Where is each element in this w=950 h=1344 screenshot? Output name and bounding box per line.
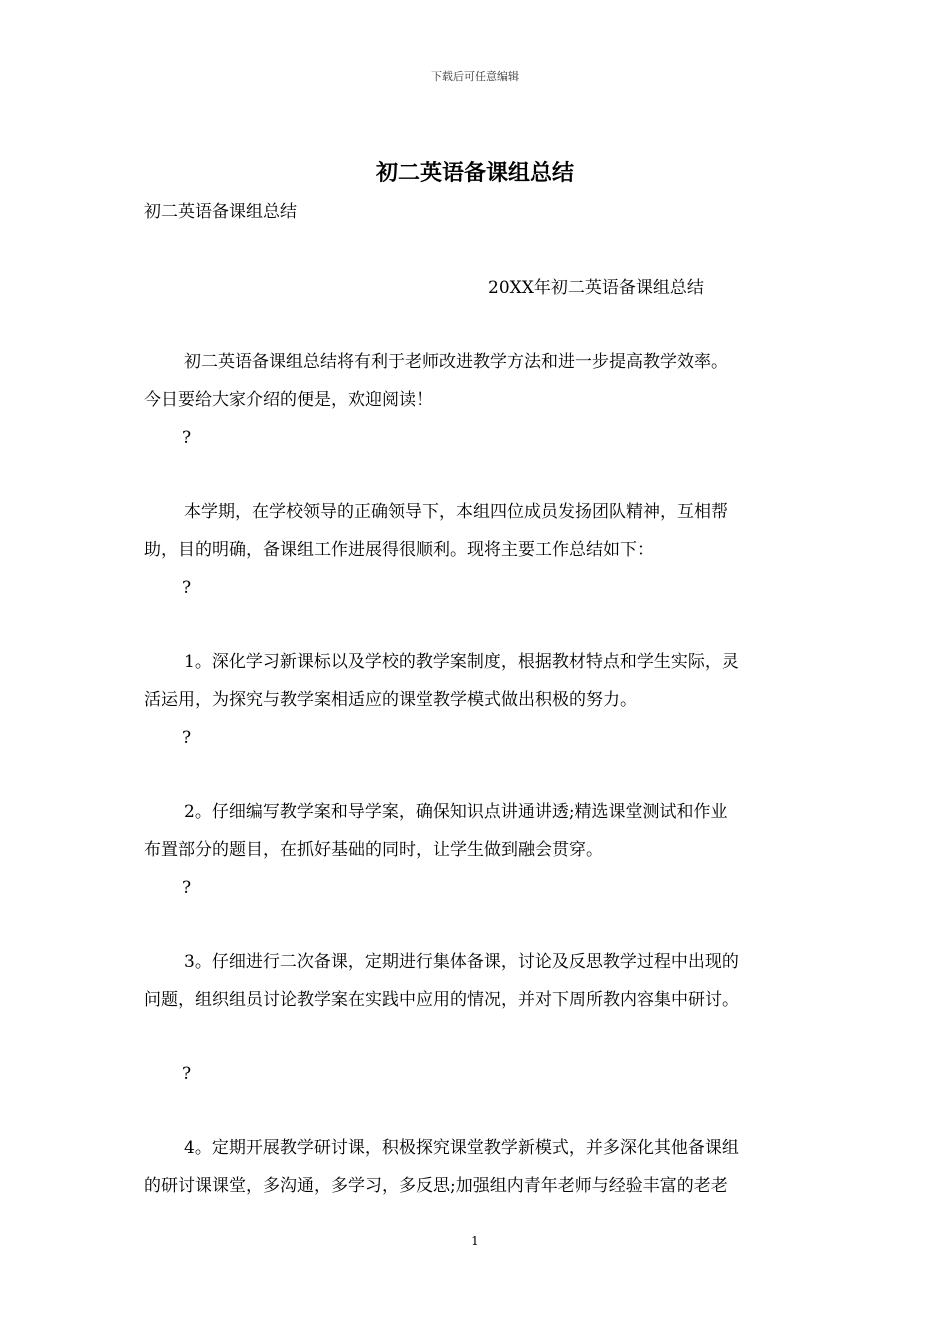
- paragraph-line: 2。仔细编写教学案和导学案，确保知识点讲通讲透;精选课堂测试和作业: [184, 802, 728, 822]
- header-note: 下载后可任意编辑: [431, 70, 519, 83]
- paragraph-marker: ?: [182, 728, 192, 748]
- paragraph-line: 问题，组织组员讨论教学案在实践中应用的情况，并对下周所教内容集中研讨。: [144, 990, 739, 1010]
- paragraph-line: 今日要给大家介绍的便是，欢迎阅读！: [144, 390, 433, 410]
- paragraph-line: 1。深化学习新课标以及学校的教学案制度，根据教材特点和学生实际，灵: [184, 652, 739, 672]
- paragraph-line: 布置部分的题目，在抓好基础的同时，让学生做到融会贯穿。: [144, 840, 603, 860]
- paragraph-marker: ?: [182, 428, 192, 448]
- paragraph-line: 初二英语备课组总结将有利于老师改进教学方法和进一步提高教学效率。: [184, 352, 728, 372]
- document-title: 初二英语备课组总结: [375, 160, 574, 186]
- paragraph-line: 3。仔细进行二次备课，定期进行集体备课，讨论及反思教学过程中出现的: [184, 952, 739, 972]
- right-heading: 20XX年初二英语备课组总结: [488, 278, 704, 298]
- paragraph-line: 4。定期开展教学研讨课，积极探究课堂教学新模式，并多深化其他备课组: [184, 1138, 739, 1158]
- paragraph-line: 活运用，为探究与教学案相适应的课堂教学模式做出积极的努力。: [144, 690, 637, 710]
- paragraph-line: 本学期，在学校领导的正确领导下，本组四位成员发扬团队精神，互相帮: [184, 502, 728, 522]
- paragraph-marker: ?: [182, 578, 192, 598]
- paragraph-line: 的研讨课课堂，多沟通，多学习，多反思;加强组内青年老师与经验丰富的老老: [144, 1176, 728, 1196]
- paragraph-marker: ?: [182, 878, 192, 898]
- page-number: 1: [471, 1234, 479, 1248]
- paragraph-line: 助，目的明确，备课组工作进展得很顺利。现将主要工作总结如下：: [144, 540, 654, 560]
- paragraph-marker: ?: [182, 1064, 192, 1084]
- subtitle: 初二英语备课组总结: [144, 202, 297, 222]
